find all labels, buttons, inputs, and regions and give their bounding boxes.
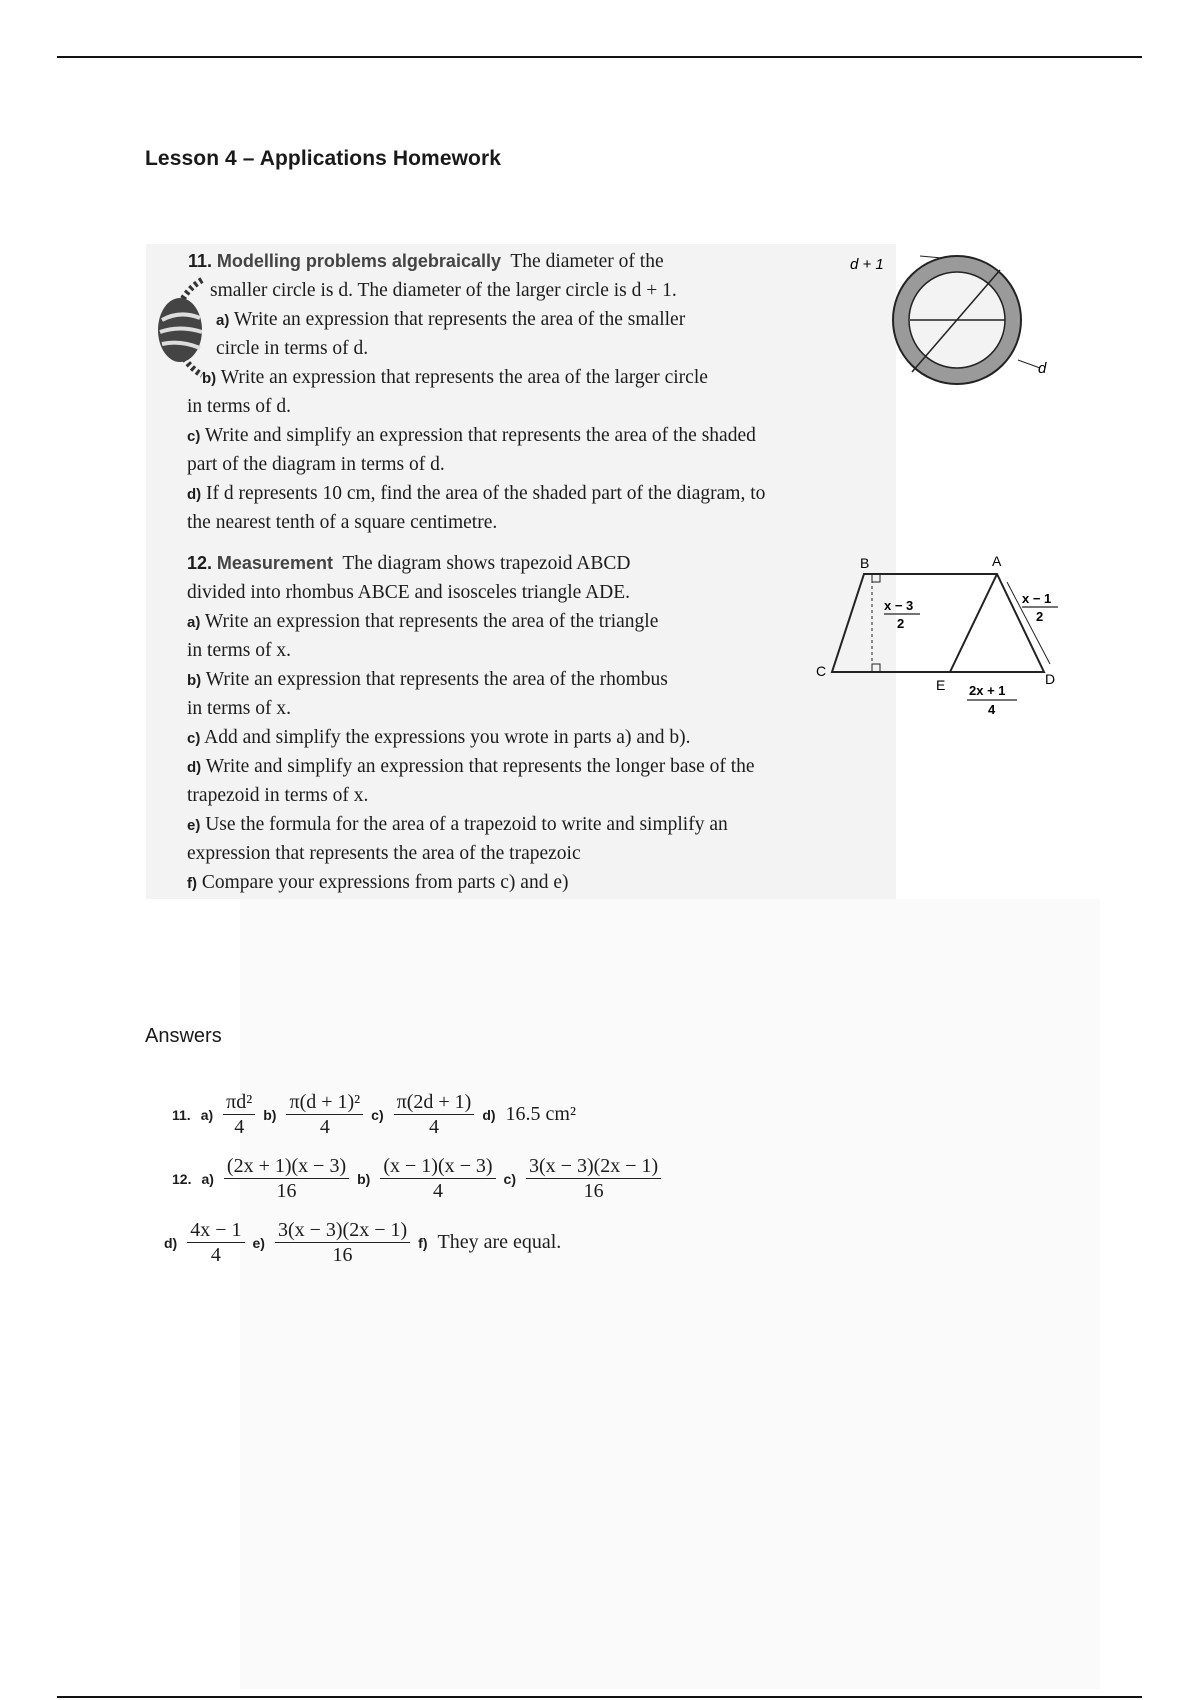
answer-11c: $\frac{\pi(2d + 1)}{4}$ bbox=[394, 1090, 475, 1139]
p11-part-b: b) Write an expression that represents the area of the larger circle bbox=[202, 367, 708, 388]
vertex-d: D bbox=[1045, 671, 1056, 687]
p12-part-c: c) Add and simplify the expressions you wrote in parts a) and b). bbox=[187, 727, 691, 748]
answers-12-row-2: d) $\frac{4x - 1}{4}$ e) $\frac{3(x - 3)(2x - 1)}{16}$ f) They are equal. bbox=[164, 1219, 562, 1266]
answer-12b: $\frac{(x - 1)(x - 3)}{4}$ bbox=[380, 1154, 495, 1203]
p12-text-4: in terms of x. bbox=[187, 640, 291, 661]
p12-part-d: d) Write and simplify an expression that represents the longer base of the bbox=[187, 756, 755, 777]
answer-11a: $\frac{\text{πd²}}{4}$ bbox=[223, 1090, 255, 1139]
p11-line-1 bbox=[188, 247, 664, 276]
answer-12f: They are equal. bbox=[437, 1231, 562, 1253]
answers-heading: Answers bbox=[145, 1025, 222, 1047]
vertex-c: C bbox=[816, 663, 827, 679]
outer-diameter-label: d + 1 bbox=[850, 256, 884, 273]
chapter-seal-icon bbox=[150, 270, 208, 385]
p12-part-b: b) Write an expression that represents the area of the rhombus bbox=[187, 669, 668, 690]
p11-text-10: the nearest tenth of a square centimetre. bbox=[187, 512, 498, 533]
p12-text-11: expression that represents the area of the trapezoic bbox=[187, 843, 581, 864]
p11-part-d: d) If d represents 10 cm, find the area of the shaded part of the diagram, to bbox=[187, 483, 766, 504]
p11-text-2: smaller circle is d. The diameter of the larger circle is d + 1. bbox=[210, 280, 677, 301]
answers-12-row-1: 12. a) $\frac{(2x + 1)(x - 3)}{16}$ b) $\frac{(x - 1)(x - 3)}{4}$ c) $\frac{3(x - 3)(2x - 1)}{16}$ bbox=[168, 1154, 665, 1203]
vertex-e: E bbox=[936, 677, 946, 693]
p12-number: 12. bbox=[187, 553, 213, 573]
inner-diameter-label: d bbox=[1038, 360, 1047, 377]
answers-11-row: 11. a) $\frac{\text{πd²}}{4}$ b) $\frac{\text{π(d + 1)²}}{4}$ c) $\frac{\pi(2d + 1)}{4}$ d) 16.5 cm² bbox=[172, 1091, 576, 1138]
p12-part-a: a) Write an expression that represents the area of the triangle bbox=[187, 611, 659, 632]
lesson-title: Lesson 4 – Applications Homework bbox=[145, 147, 502, 170]
p12-line-1 bbox=[187, 549, 630, 578]
vertex-b: B bbox=[860, 555, 870, 571]
p11-part-c: c) Write and simplify an expression that represents the area of the shaded bbox=[187, 425, 756, 446]
side-label-num: x − 1 bbox=[1022, 591, 1052, 606]
height-label-den: 2 bbox=[897, 616, 905, 631]
p12-text-6: in terms of x. bbox=[187, 698, 291, 719]
p11-text-1: The diameter of the bbox=[510, 251, 664, 272]
answer-11b: $\frac{\text{π(d + 1)²}}{4}$ bbox=[286, 1090, 363, 1139]
p12-part-f: f) Compare your expressions from parts c) and e) bbox=[187, 872, 569, 893]
base-label-num: 2x + 1 bbox=[969, 683, 1006, 698]
side-label-den: 2 bbox=[1036, 609, 1044, 624]
p12-part-e: e) Use the formula for the area of a trapezoid to write and simplify an bbox=[187, 814, 728, 835]
answer-11d: 16.5 cm² bbox=[505, 1103, 576, 1125]
top-rule bbox=[57, 56, 1142, 58]
vertex-a: A bbox=[992, 553, 1002, 569]
bottom-rule bbox=[57, 1696, 1142, 1698]
p12-trapezoid-figure bbox=[812, 552, 1074, 722]
p11-text-8: part of the diagram in terms of d. bbox=[187, 454, 445, 475]
p11-part-a: a) Write an expression that represents the area of the smaller bbox=[216, 309, 686, 330]
p11-text-6: in terms of d. bbox=[187, 396, 291, 417]
p11-text-4: circle in terms of d. bbox=[216, 338, 369, 359]
scan-background bbox=[240, 899, 1100, 1689]
p11-number: 11. bbox=[188, 251, 213, 271]
p12-text-9: trapezoid in terms of x. bbox=[187, 785, 369, 806]
answer-12d: $\frac{4x - 1}{4}$ bbox=[187, 1218, 244, 1267]
p12-text-1: The diagram shows trapezoid ABCD bbox=[342, 553, 631, 574]
answer-12a: $\frac{(2x + 1)(x - 3)}{16}$ bbox=[224, 1154, 349, 1203]
p12-text-2: divided into rhombus ABCE and isosceles triangle ADE. bbox=[187, 582, 631, 603]
p11-circles-figure bbox=[850, 248, 1050, 388]
height-label-num: x − 3 bbox=[884, 598, 914, 613]
p11-heading: Modelling problems algebraically bbox=[216, 251, 501, 271]
p12-heading: Measurement bbox=[216, 553, 333, 573]
answer-12e: $\frac{3(x - 3)(2x - 1)}{16}$ bbox=[275, 1218, 410, 1267]
base-label-den: 4 bbox=[988, 702, 996, 717]
answer-12c: $\frac{3(x - 3)(2x - 1)}{16}$ bbox=[526, 1154, 661, 1203]
